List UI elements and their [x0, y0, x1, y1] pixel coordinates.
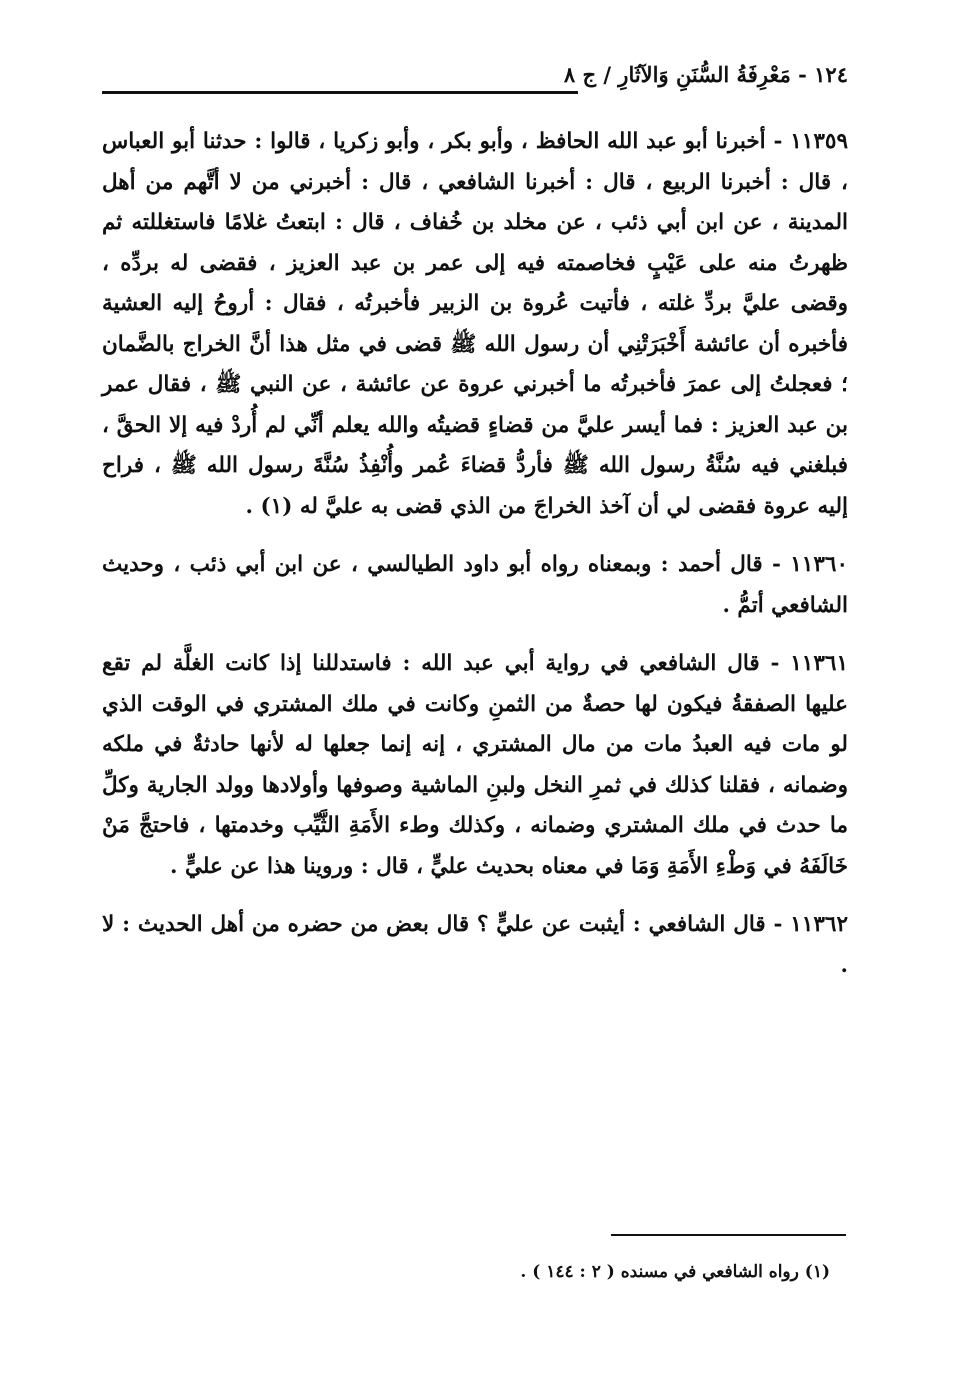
main-text [102, 122, 848, 1004]
paragraph-11361: ١١٣٦١ - قال الشافعي في رواية أبي عبد الله : فاستدللنا إذا كانت الغلَّة لم تقع عليها الصفقةُ فيكون لها حصةٌ من الثمنِ وكانت في ملك المشتري في الوقت الذي لو مات فيه العبدُ مات من مال المشتري ، إنه إنما جعلها له لأنها حادثةٌ في ملكه وضمانه ، فقلنا كذلك في ثمرِ النخل ولبنِ الماشية وصوفها وأولادها وولد الجارية وكلِّ ما حدث في ملك المشتري وضمانه ، وكذلك وطء الأَمَةِ الثَّيِّب وخدمتها ، فاحتجَّ مَنْ خَالَفَهُ في وَطْءِ الأَمَةِ وَمَا في معناه بحديث عليٍّ ، قال : وروينا هذا عن عليٍّ . [102, 651, 848, 879]
paragraph-11362: ١١٣٦٢ - قال الشافعي : أيثبت عن عليٍّ ؟ قال بعض من حضره من أهل الحديث : لا . [102, 912, 848, 978]
footnote-1: (١) رواه الشافعي في مسنده ( ٢ : ١٤٤ ) . [520, 1262, 830, 1282]
paragraph-11360: ١١٣٦٠ - قال أحمد : وبمعناه رواه أبو داود الطيالسي ، عن ابن أبي ذئب ، وحديث الشافعي أتمُّ . [102, 552, 848, 618]
header-rule [102, 91, 578, 94]
page-header [102, 58, 848, 98]
footnote-separator [611, 1234, 846, 1236]
paragraph-11359: ١١٣٥٩ - أخبرنا أبو عبد الله الحافظ ، وأبو بكر ، وأبو زكريا ، قالوا : حدثنا أبو العباس ، قال : أخبرنا الربيع ، قال : أخبرنا الشافعي ، قال : أخبرني من لا أتَّهم من أهل المدينة ، عن ابن أبي ذئب ، عن مخلد بن خُفاف ، قال : ابتعتُ غلامًا فاستغللته ثم ظهرتُ منه على عَيْبٍ فخاصمته فيه إلى عمر بن عبد العزيز ، فقضى له بردِّه ، وقضى عليَّ بردِّ غلته ، فأتيت عُروة بن الزبير فأخبرتُه ، فقال : أروحُ إليه العشية فأخبره أن عائشة أَخْبَرَتْنِي أن رسول الله ﷺ قضى في مثل هذا أنَّ الخراج بالضَّمان ؛ فعجلتُ إلى عمرَ فأخبرتُه ما أخبرني عروة عن عائشة ، عن النبي ﷺ ، فقال عمر بن عبد العزيز : فما أيسر عليَّ من قضاءٍ قضيتُه والله يعلم أنِّي لم أُردْ فيه إلا الحقَّ ، فبلغني فيه سُنَّةُ رسول الله ﷺ فأردُّ قضاءَ عُمر وأُنْفِذُ سُنَّةَ رسول الله ﷺ ، فراح إليه عروة فقضى لي أن آخذ الخراجَ من الذي قضى به عليَّ له (١) . [102, 129, 848, 519]
running-head: ١٢٤ - مَعْرِفَةُ السُّنَنِ وَالآثَارِ / ج ٨ [563, 62, 848, 87]
